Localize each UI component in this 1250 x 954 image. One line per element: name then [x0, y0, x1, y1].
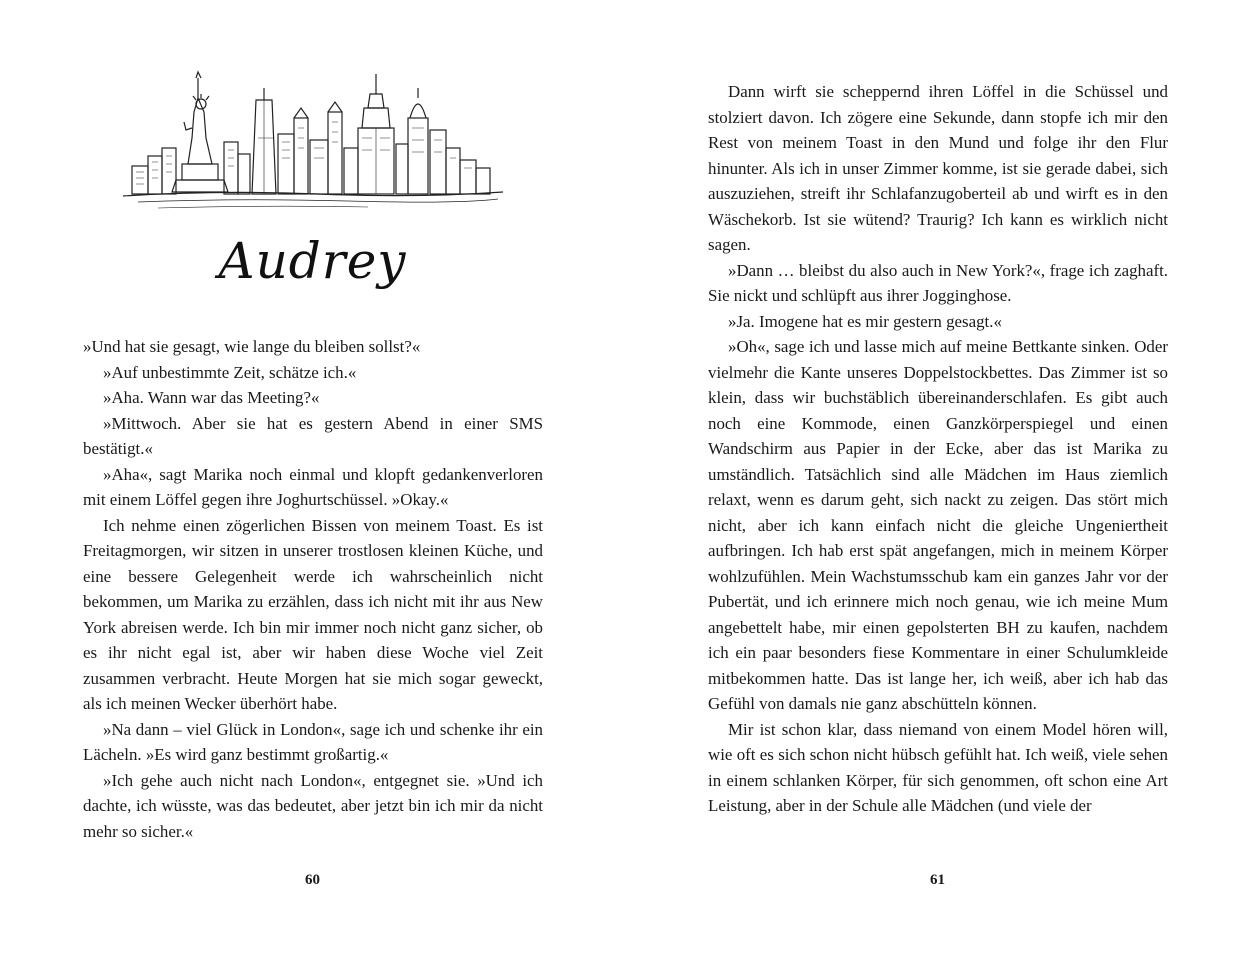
paragraph: »Aha«, sagt Marika noch einmal und klopft gedankenverloren mit einem Löffel gegen ihre Joghurtschüssel. »Okay.«: [83, 464, 543, 509]
paragraph: »Ich gehe auch nicht nach London«, entgegnet sie. »Und ich dachte, ich wüsste, was das bedeutet, aber jetzt bin ich mir da nicht mehr so sicher.«: [83, 770, 543, 841]
page-number: 60: [305, 872, 320, 888]
paragraph: Ich nehme einen zögerlichen Bissen von meinem Toast. Es ist Freitagmorgen, wir sitzen in unserer trostlosen kleinen Küche, und eine bessere Gelegenheit werde ich wahrscheinlich nicht bekommen, um Marika zu erzählen, dass ich nicht mit ihr aus New York abreisen werde. Ich bin mir immer noch nicht ganz sicher, ob es ihr nicht egal ist, aber wir haben diese Woche viel Zeit zusammen verbracht. Heute Morgen hat sie mich sogar geweckt, als ich meinen Wecker überhört habe.: [83, 515, 543, 713]
paragraph: »Auf unbestimmte Zeit, schätze ich.«: [103, 362, 357, 382]
paragraph: Mir ist schon klar, dass niemand von einem Model hören will, wie oft es sich schon nicht hübsch gefühlt hat. Ich weiß, viele sehen in einem schlanken Körper, für sich genommen, oft schon eine Art Leistung, aber in der Schule alle Mädchen (und viele der: [708, 719, 1168, 815]
paragraph: Dann wirft sie scheppernd ihren Löffel in die Schüssel und stolziert davon. Ich zögere eine Sekunde, dann stopfe ich mir den Rest von meinem Toast in den Mund und folge ihr den Flur hinunter. Als ich in unser Zimmer komme, ist sie gerade dabei, sich auszuziehen, streift ihr Schlafanzugoberteil ab und wirft es in den Wäschekorb. Ist sie wütend? Traurig? Ich kann es wirklich nicht sagen.: [708, 82, 1168, 254]
paragraph: »Dann … bleibst du also auch in New York?«, frage ich zaghaft. Sie nickt und schlüpft aus ihrer Jogginghose.: [708, 260, 1168, 305]
paragraph: »Oh«, sage ich und lasse mich auf meine Bettkante sinken. Oder vielmehr die Kante unseres Doppelstockbettes. Das Zimmer ist so klein, dass wir buchstäblich übereinanderschlafen. Es gibt auch noch eine Kommode, einen Ganzkörperspiegel und einen Wandschirm aus Papier in der Ecke, aber das ist Marika zu umständlich. Tatsächlich sind alle Mädchen im Haus ziemlich relaxt, wenn es darum geht, sich nackt zu zeigen. Das stört mich nicht, aber ich kann einfach nicht die gleiche Ungeniertheit aufbringen. Ich hab erst spät angefangen, mich in meinem Körper wohlzufühlen. Mein Wachstumsschub kam ein ganzes Jahr vor der Pubertät, und ich erinnere mich noch genau, wie ich meine Mum angebettelt habe, mir einen gepolsterten BH zu kaufen, nachdem ich ein paar besonders fiese Kommentare in einer Schulumkleide mitbekommen hatte. Das ist lange her, ich weiß, aber ich hab das Gefühl von damals nie ganz abschütteln können.: [708, 337, 1168, 713]
paragraph: »Ja. Imogene hat es mir gestern gesagt.«: [728, 311, 1002, 331]
paragraph: »Mittwoch. Aber sie hat es gestern Abend in einer SMS bestätigt.«: [83, 413, 543, 458]
page-number: 61: [930, 872, 945, 888]
left-page-body-text: [83, 334, 543, 844]
paragraph: »Und hat sie gesagt, wie lange du bleiben sollst?«: [83, 337, 421, 356]
chapter-title: Audrey: [218, 232, 407, 290]
right-page: [625, 0, 1250, 954]
paragraph: »Aha. Wann war das Meeting?«: [103, 388, 320, 407]
right-page-body-text: [708, 79, 1168, 819]
paragraph: »Na dann – viel Glück in London«, sage ich und schenke ihr ein Lächeln. »Es wird ganz bestimmt großartig.«: [83, 719, 543, 764]
new-york-skyline-illustration: [118, 68, 508, 228]
